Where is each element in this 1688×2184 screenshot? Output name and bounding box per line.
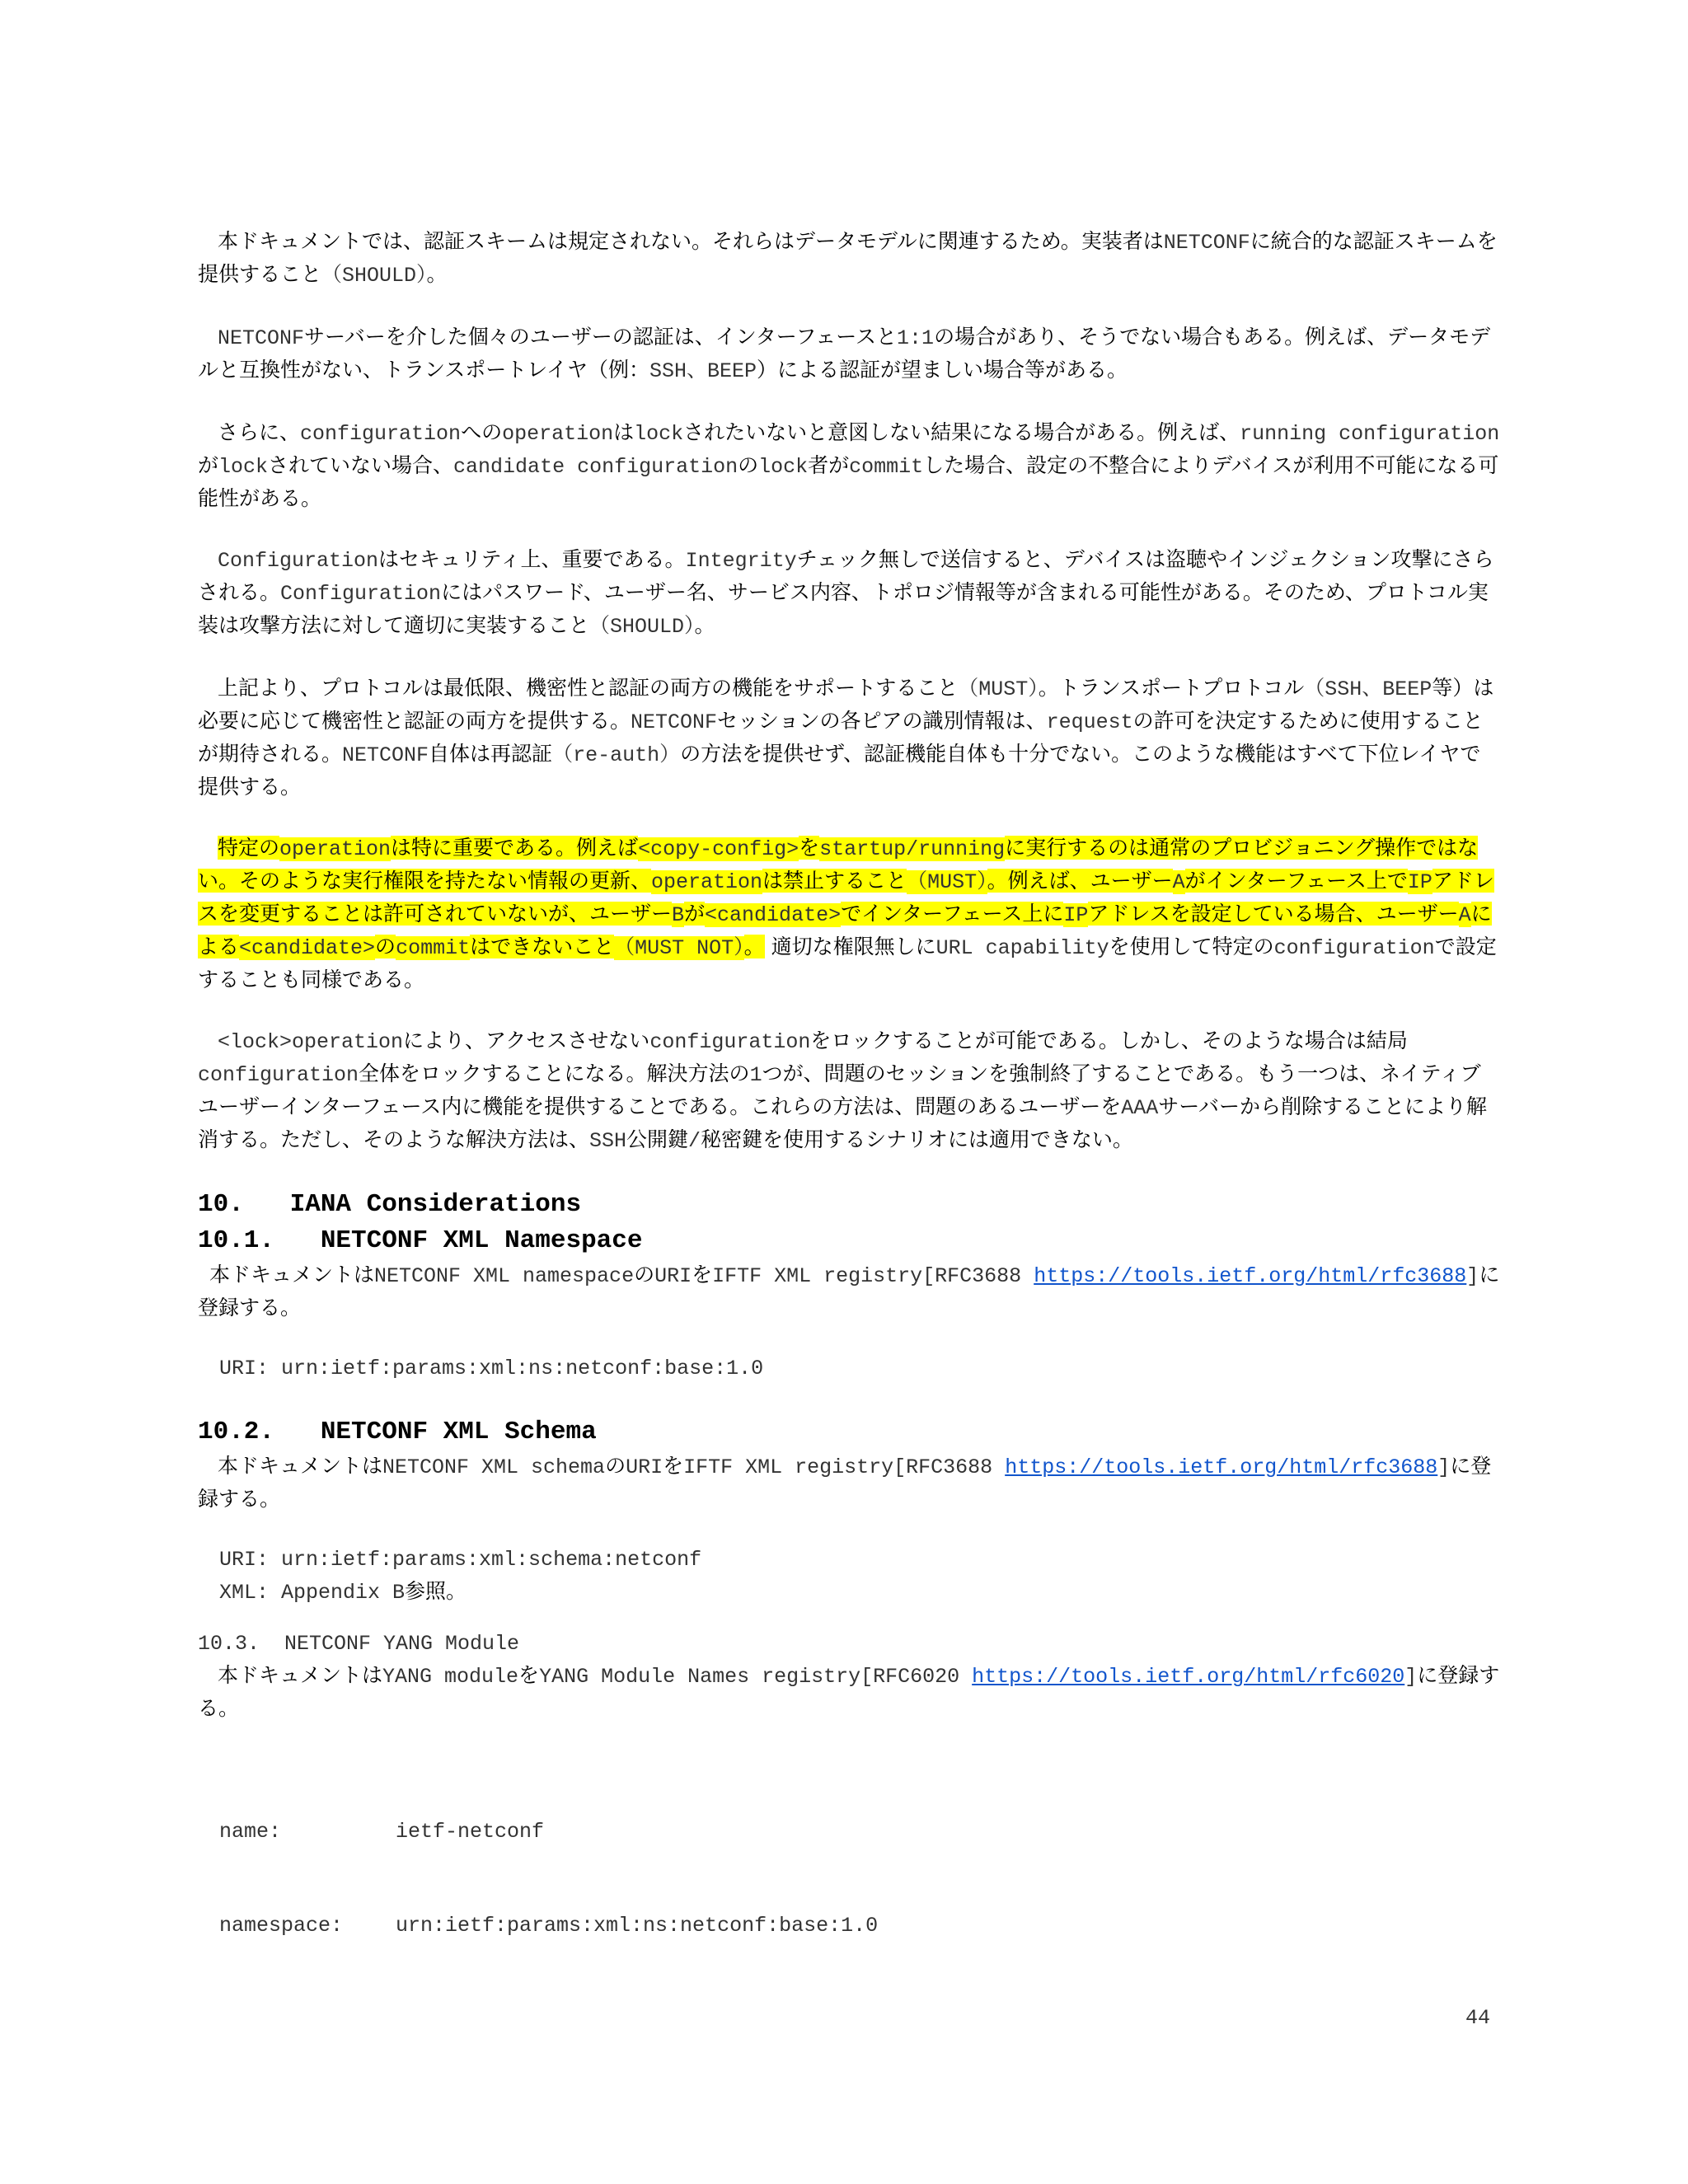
text: NETCONF XML namespace — [374, 1264, 635, 1288]
section-heading-10-3: 10.3. NETCONF YANG Module — [198, 1632, 520, 1656]
text: Integrity — [685, 549, 797, 573]
text: SSH、BEEP — [649, 359, 757, 383]
highlighted-text: A — [1172, 870, 1185, 894]
text: URI — [654, 1264, 692, 1288]
text: （SHOULD） — [589, 615, 695, 639]
text: （MUST） — [958, 677, 1039, 701]
text: 者が — [808, 453, 850, 477]
highlighted-text: startup/running — [819, 837, 1006, 861]
section-number: 10. — [198, 1190, 244, 1219]
text: した場合、設定の不整合によりデバイスが利用不可能になる可能性がある。 — [198, 453, 1499, 510]
text: request — [1046, 710, 1133, 734]
text: 適切な権限無しに — [764, 935, 936, 958]
rfc3688-link[interactable]: https://tools.ietf.org/html/rfc3688 — [1034, 1264, 1467, 1288]
body-paragraph — [198, 832, 1500, 996]
highlighted-text: <copy-config> — [638, 837, 799, 861]
text: （SSH、BEEP — [1304, 677, 1432, 701]
highlighted-text: は禁止すること — [762, 869, 907, 893]
highlighted-text: <candidate> — [239, 936, 376, 960]
section-number: 10.2. — [198, 1418, 275, 1446]
text: さらに、 — [218, 420, 301, 444]
namespace-uri-code: URI: urn:ietf:params:xml:ns:netconf:base:1.0 — [219, 1357, 764, 1380]
text: configuration — [198, 1063, 359, 1087]
text: つが、問題のセッションを強制終了することである。もう一つは、ネイティブユーザーインターフェース内に機能を提供することである。これらの方法は、問題のあるユーザーを — [198, 1062, 1481, 1118]
body-paragraph — [198, 544, 1500, 643]
security-paragraphs — [198, 226, 1500, 1157]
text: チェック無しで送信すると、デバイスは盗聴やインジェクション攻撃にさらされる。 — [198, 547, 1494, 604]
text: AAA — [1121, 1096, 1159, 1120]
highlighted-text: 特定の — [218, 836, 280, 860]
text: operation — [502, 422, 614, 446]
section-heading-10 — [198, 1187, 1500, 1223]
kv-row — [219, 1910, 1500, 1942]
text: configuration — [649, 1030, 811, 1054]
text: 1 — [749, 1063, 762, 1087]
highlighted-text: 。 — [743, 935, 765, 958]
text: はセキュリティ上、重要である。 — [378, 547, 686, 571]
highlighted-text: アドレスを設定している場合、ユーザー — [1088, 902, 1459, 926]
highlighted-text: IP — [1407, 870, 1432, 894]
text: Configuration — [218, 549, 379, 573]
text: を — [692, 1263, 713, 1286]
text: 本ドキュメントは — [218, 1663, 383, 1687]
text: lock — [218, 455, 269, 479]
schema-paragraph — [198, 1451, 1500, 1515]
text: 本ドキュメントは — [218, 1454, 383, 1478]
highlighted-text: operation — [279, 837, 392, 861]
text: 公開鍵 — [626, 1127, 689, 1151]
text: を — [518, 1663, 540, 1687]
highlighted-text: （MUST） — [907, 870, 987, 894]
text: されていない場合、 — [268, 453, 454, 477]
text: namespace: — [219, 1914, 344, 1938]
text: YANG module — [382, 1665, 519, 1689]
section-title: IANA Considerations — [289, 1190, 582, 1219]
text: の許可を決定するために使用することが期待される。 — [198, 709, 1484, 766]
text: XML: Appendix B — [219, 1581, 406, 1605]
highlighted-text: でインターフェース上に — [841, 902, 1064, 926]
schema-uri-line: URI: urn:ietf:params:xml:schema:netconf — [219, 1548, 702, 1572]
text: を — [663, 1454, 684, 1478]
yang-module-paragraph — [198, 1660, 1500, 1724]
text: を使用して特定の — [1109, 935, 1274, 958]
text: NETCONF — [1163, 231, 1250, 255]
page-content — [198, 226, 1500, 2034]
text: 。 — [694, 613, 715, 637]
text: ] — [1404, 1665, 1418, 1689]
text: NETCONF — [631, 710, 718, 734]
body-paragraph — [198, 673, 1500, 803]
text: 上記より、プロトコルは最低限、機密性と認証の両方の機能をサポートすること — [218, 676, 959, 700]
highlighted-text: 。例えば、ユーザー — [987, 869, 1173, 893]
section-title: NETCONF XML Namespace — [320, 1226, 643, 1255]
section-heading-10-2 — [198, 1414, 1500, 1451]
text: 全体をロックすることになる。解決方法の — [359, 1062, 750, 1085]
text: candidate configuration — [453, 455, 738, 479]
text: ietf-netconf — [396, 1820, 545, 1844]
text: IFTF XML registry[RFC3688 — [683, 1455, 1006, 1479]
text: configuration — [300, 422, 462, 446]
schema-xml-line — [219, 1576, 1500, 1609]
highlighted-text: がインターフェース上で — [1184, 869, 1408, 893]
highlighted-text: <candidate> — [705, 903, 842, 927]
text: 。トランスポートプロトコル — [1038, 676, 1305, 700]
section-heading-10-1 — [198, 1223, 1500, 1259]
yang-module-code — [219, 1754, 1500, 2004]
text: ）による認証が望ましい場合等がある。 — [757, 358, 1128, 382]
text: lock — [758, 455, 809, 479]
highlighted-text: が — [684, 902, 706, 926]
text: の場合があり、そうでない場合もある。例えば、データモデルと互換性がない、トランスポートレイヤ（例： — [198, 325, 1491, 382]
namespace-paragraph — [198, 1259, 1500, 1324]
text: （re-auth） — [552, 743, 681, 767]
rfc6020-link[interactable]: https://tools.ietf.org/html/rfc6020 — [972, 1665, 1405, 1689]
schema-code — [219, 1544, 1500, 1609]
highlighted-text: を — [799, 836, 820, 860]
rfc3688-link[interactable]: https://tools.ietf.org/html/rfc3688 — [1005, 1455, 1438, 1479]
highlighted-text: A — [1458, 903, 1471, 927]
text: commit — [849, 455, 924, 479]
text: configuration — [1273, 936, 1435, 960]
text: サーバーを介した個々のユーザーの認証は、インターフェースと — [304, 325, 898, 349]
text: Configuration — [280, 582, 442, 606]
body-paragraph — [198, 226, 1500, 292]
text: / — [688, 1129, 701, 1153]
text: をロックすることが可能である。しかし、そのような場合は結局 — [810, 1029, 1408, 1052]
text: 等）は必要に応じて機密性と認証の両方を提供する。 — [198, 676, 1494, 733]
body-paragraph — [198, 1025, 1500, 1157]
text: name: — [219, 1820, 282, 1844]
body-paragraph — [198, 321, 1500, 387]
highlighted-text: commit — [396, 936, 471, 960]
kv-row — [219, 1816, 1500, 1848]
text: への — [461, 420, 503, 444]
text: の — [605, 1454, 626, 1478]
highlighted-text: アドレスを変更することは許可されていないが、ユーザー — [198, 869, 1494, 926]
text: に登録する。 — [198, 1263, 1500, 1319]
text: に登録する。 — [198, 1663, 1500, 1720]
highlighted-text: に実行するのは通常のプロビジョニング操作ではない。そのような実行権限を持たない情報の更新、 — [198, 836, 1479, 893]
highlighted-text: （MUST NOT） — [614, 936, 744, 960]
text: で設定することも同様である。 — [198, 935, 1497, 991]
text: 自体は再認証 — [429, 742, 553, 766]
text: ] — [1466, 1264, 1479, 1288]
text: 本ドキュメントは — [209, 1263, 375, 1286]
section-number: 10.1. — [198, 1226, 275, 1255]
text: の方法を提供せず、認証機能自体も十分でない。このような機能はすべて下位レイヤで提供する。 — [198, 742, 1481, 799]
text: 秘密鍵を使用するシナリオには適用できない。 — [701, 1127, 1133, 1151]
text: 。 — [426, 262, 448, 286]
text: サーバーから削除することにより解消する。ただし、そのような解決方法は、 — [198, 1094, 1488, 1151]
text: URL capability — [935, 936, 1109, 960]
highlighted-text: の — [375, 935, 396, 958]
highlighted-text: による — [198, 902, 1492, 958]
highlighted-text: IP — [1063, 903, 1089, 927]
text: セッションの各ピアの識別情報は、 — [717, 709, 1047, 733]
text: に統合的な認証スキームを提供すること — [198, 229, 1498, 286]
text: SSH — [589, 1129, 627, 1153]
highlighted-text: はできないこと — [470, 935, 615, 958]
text: IFTF XML registry[RFC3688 — [712, 1264, 1034, 1288]
text: されたいないと意図しない結果になる場合がある。例えば、 — [683, 420, 1240, 444]
body-paragraph — [198, 417, 1500, 514]
text: YANG Module Names registry[RFC6020 — [539, 1665, 973, 1689]
text: ] — [1437, 1455, 1451, 1479]
highlighted-text: B — [672, 903, 685, 927]
page-number: 44 — [1465, 2006, 1490, 2030]
text: running configuration — [1240, 422, 1500, 446]
highlighted-text: operation — [651, 870, 763, 894]
text: の — [634, 1263, 655, 1286]
text: NETCONF — [342, 743, 429, 767]
text: NETCONF — [218, 326, 305, 350]
text: の — [738, 453, 759, 477]
text: により、アクセスさせない — [403, 1029, 650, 1052]
text: NETCONF XML schema — [382, 1455, 606, 1479]
text: 参照。 — [405, 1579, 467, 1603]
text: urn:ietf:params:xml:ns:netconf:base:1.0 — [396, 1914, 879, 1938]
text: に登録する。 — [198, 1454, 1492, 1511]
text: 1:1 — [897, 326, 935, 350]
text: 本ドキュメントでは、認証スキームは規定されない。それらはデータモデルに関連するため。実装者は — [218, 229, 1164, 253]
text: （SHOULD） — [321, 264, 427, 288]
text: URI — [626, 1455, 663, 1479]
highlighted-text: は特に重要である。例えば — [391, 836, 639, 860]
text: <lock>operation — [218, 1030, 404, 1054]
section-title: NETCONF XML Schema — [320, 1418, 597, 1446]
text: lock — [634, 422, 684, 446]
text: は — [613, 420, 635, 444]
text: にはパスワード、ユーザー名、サービス内容、トポロジ情報等が含まれる可能性がある。そのため、プロトコル実装は攻撃方法に対して適切に実装すること — [198, 580, 1489, 637]
text: が — [198, 453, 219, 477]
